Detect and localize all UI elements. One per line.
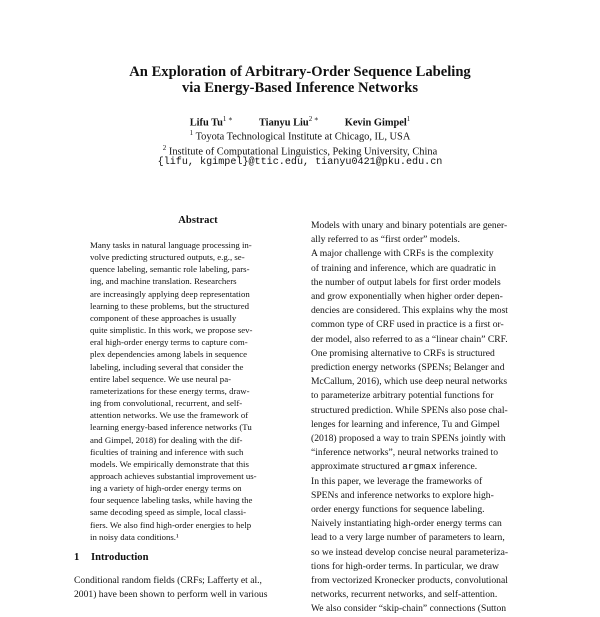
text-line: 2001) have been shown to perform well in various xyxy=(74,589,268,600)
author-emails: {lifu, kgimpel}@ttic.edu, tianyu0421@pku.edu.cn xyxy=(157,157,443,168)
text-line: tions for high-order terms. In particular, we draw xyxy=(311,560,499,572)
text-line: We also consider “skip-chain” connections (Sutton xyxy=(311,603,507,615)
text-line: One promising alternative to CRFs is structured xyxy=(311,347,495,359)
affiliation xyxy=(0,144,600,157)
text-line: the number of output labels for first order models xyxy=(311,276,501,288)
text-line: fiers. We also find high-order energies to help xyxy=(90,519,252,530)
text-line: lenges for learning and inference, Tu and Gimpel xyxy=(311,418,500,430)
text-line: and grow exponentially when higher order depen- xyxy=(311,291,503,303)
text-line: lead to a very large number of parameters to learn, xyxy=(311,532,505,544)
text-line: In this paper, we leverage the frameworks of xyxy=(311,475,483,487)
text-line: ally referred to as “first order” models. xyxy=(311,234,460,246)
abstract-heading: Abstract xyxy=(178,215,218,226)
affiliation-text: Institute of Computational Linguistics, Peking University, China xyxy=(168,146,438,158)
text-line: volve predicting structured outputs, e.g., se- xyxy=(90,252,245,263)
text-line: ficulties of training and inference with such xyxy=(90,446,244,457)
text-line: Many tasks in natural language processing in- xyxy=(90,240,252,250)
author-mark: 2 ∗ xyxy=(308,115,319,123)
text-line: entire label sequence. We use neural pa- xyxy=(90,373,232,384)
right-column-body xyxy=(311,219,508,617)
text-line: so we instead develop concise neural parameteriza- xyxy=(311,546,509,558)
text-line: learning to these problems, but the structured xyxy=(90,300,250,311)
text-line: ing from convolutional, recurrent, and self- xyxy=(90,398,243,409)
text-line: dencies are considered. This explains why the most xyxy=(311,305,508,317)
text-line: four sequence labeling tasks, while having the xyxy=(90,495,253,506)
text-line: Naively instantiating high-order energy terms can xyxy=(311,518,502,530)
affiliation-text: Toyota Technological Institute at Chicago, IL, USA xyxy=(195,131,411,143)
author-mark: 1 ∗ xyxy=(222,115,233,123)
section-heading-introduction xyxy=(74,552,149,563)
text-line: order energy functions for sequence labeling. xyxy=(311,504,485,516)
text-line: of training and inference, which are quadratic in xyxy=(311,262,496,274)
text-line: labeling, including several that consider the xyxy=(90,361,244,372)
affiliation xyxy=(0,129,600,142)
text-line: approximate structured argmax inference. xyxy=(311,461,478,473)
paper-title-line-1: An Exploration of Arbitrary-Order Sequence Labeling xyxy=(129,64,471,80)
affiliation-mark: 2 xyxy=(162,144,167,152)
text-line: common type of CRF used in practice is a first or- xyxy=(311,319,504,331)
affiliation-mark: 1 xyxy=(189,129,194,137)
text-line: ing, and machine translation. Researchers xyxy=(90,276,237,287)
paper-title-line-2: via Energy-Based Inference Networks xyxy=(181,80,419,96)
text-line: approach achieves substantial improvement us- xyxy=(90,470,257,481)
text-line: (2018) proposed a way to train SPENs jointly with xyxy=(311,433,506,445)
text-line: Models with unary and binary potentials are gener- xyxy=(311,220,508,231)
text-line: and Gimpel, 2018) for dealing with the dif- xyxy=(90,434,243,445)
text-line: plex dependencies among labels in sequence xyxy=(90,349,248,360)
text-line: ing a variety of high-order energy terms on xyxy=(90,483,242,494)
text-line: quence labeling, semantic role labeling, pars- xyxy=(90,264,250,275)
section-number: 1 xyxy=(74,552,80,563)
text-line: structured prediction. While SPENs also pose chal- xyxy=(311,404,508,416)
text-line: eral high-order energy terms to capture com- xyxy=(90,337,248,348)
text-line: from vectorized Kronecker products, convolutional xyxy=(311,575,508,587)
text-line: to parameterize arbitrary potential functions for xyxy=(311,390,494,402)
text-line: rameterizations for these energy terms, draw- xyxy=(90,385,250,396)
text-line: are increasingly applying deep representation xyxy=(90,288,250,299)
text-line: networks, recurrent networks, and self-attention. xyxy=(311,589,498,601)
text-line: McCallum, 2016), which use deep neural networks xyxy=(311,376,508,388)
text-line: “inference networks”, neural networks trained to xyxy=(311,447,498,459)
text-line: models. We empirically demonstrate that this xyxy=(90,458,249,469)
text-line: same decoding speed as simple, local classi- xyxy=(90,507,247,518)
abstract-body xyxy=(90,239,257,543)
text-line: quite simplistic. In this work, we propose sev- xyxy=(90,325,253,336)
author-name: Lifu Tu xyxy=(189,117,223,129)
text-line: prediction energy networks (SPENs; Belanger and xyxy=(311,362,505,374)
text-line: in noisy data conditions.¹ xyxy=(90,531,179,542)
author-list xyxy=(0,115,600,128)
text-line: SPENs and inference networks to explore high- xyxy=(311,489,494,501)
text-line: component of these approaches is usually xyxy=(90,312,237,323)
text-line: der model, also referred to as a “linear chain” CRF. xyxy=(311,333,508,345)
author-name: Kevin Gimpel xyxy=(344,117,407,129)
text-line: Conditional random fields (CRFs; Lafferty et al., xyxy=(74,575,262,586)
author-name: Tianyu Liu xyxy=(258,117,309,129)
text-line: attention networks. We use the framework of xyxy=(90,410,249,421)
introduction-body xyxy=(74,574,267,602)
text-line: A major challenge with CRFs is the complexity xyxy=(311,248,494,260)
text-line: learning energy-based inference networks (Tu xyxy=(90,422,252,433)
section-title: Introduction xyxy=(91,552,149,563)
author-mark: 1 xyxy=(406,115,411,123)
